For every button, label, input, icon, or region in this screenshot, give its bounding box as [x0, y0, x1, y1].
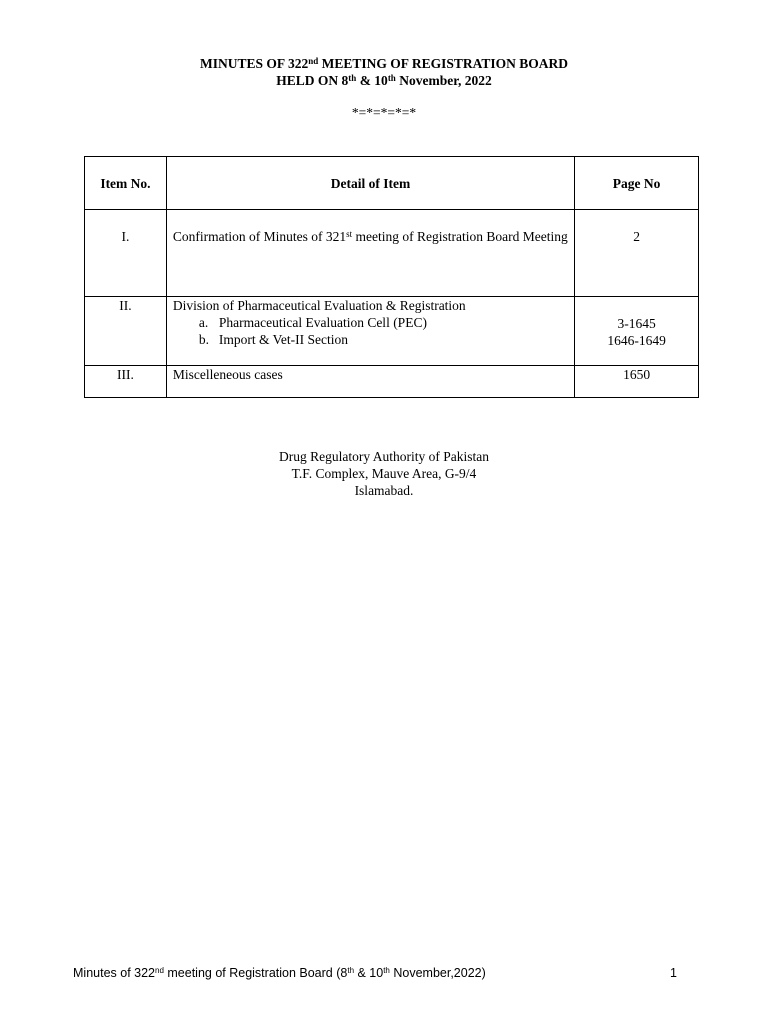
subitem-text: Import & Vet-II Section	[218, 332, 348, 347]
page-number: 1	[670, 966, 677, 980]
subitem-label: a.	[198, 315, 209, 330]
subitem	[173, 314, 568, 331]
document-title-line2: HELD ON 8th & 10th November, 2022	[276, 73, 492, 88]
subitem-page: 3-1645	[617, 316, 656, 331]
subitem-label: b.	[198, 332, 209, 347]
subitem	[173, 331, 568, 348]
contents-table	[84, 156, 699, 398]
table-row	[85, 366, 699, 398]
item-page: 2	[575, 210, 699, 297]
address-line-street: T.F. Complex, Mauve Area, G-9/4	[291, 466, 477, 481]
item-number: I.	[85, 210, 167, 297]
footer-text: Minutes of 322nd meeting of Registration Board (8th & 10th November,2022)	[73, 966, 486, 980]
item-detail	[166, 297, 574, 366]
subitem-text: Pharmaceutical Evaluation Cell (PEC)	[218, 315, 427, 330]
title-separator: *=*=*=*=*	[351, 105, 417, 120]
subitem-page: 1646-1649	[607, 333, 666, 348]
item-detail: Miscelleneous cases	[166, 366, 574, 398]
table-row	[85, 297, 699, 366]
item-detail-heading: Division of Pharmaceutical Evaluation & Registration	[172, 298, 466, 313]
column-header-page-no: Page No	[575, 157, 699, 210]
address-line-organization: Drug Regulatory Authority of Pakistan	[279, 449, 489, 464]
column-header-item-no: Item No.	[85, 157, 167, 210]
address-line-city: Islamabad.	[354, 483, 414, 498]
item-page	[575, 297, 699, 366]
item-page: 1650	[575, 366, 699, 398]
column-header-detail: Detail of Item	[166, 157, 574, 210]
table-row	[85, 210, 699, 297]
item-number: II.	[85, 297, 167, 366]
table-header-row	[85, 157, 699, 210]
item-number: III.	[85, 366, 167, 398]
document-title-line1: MINUTES OF 322nd MEETING OF REGISTRATION BOARD	[199, 56, 569, 71]
item-detail: Confirmation of Minutes of 321st meeting of Registration Board Meeting	[166, 210, 574, 297]
